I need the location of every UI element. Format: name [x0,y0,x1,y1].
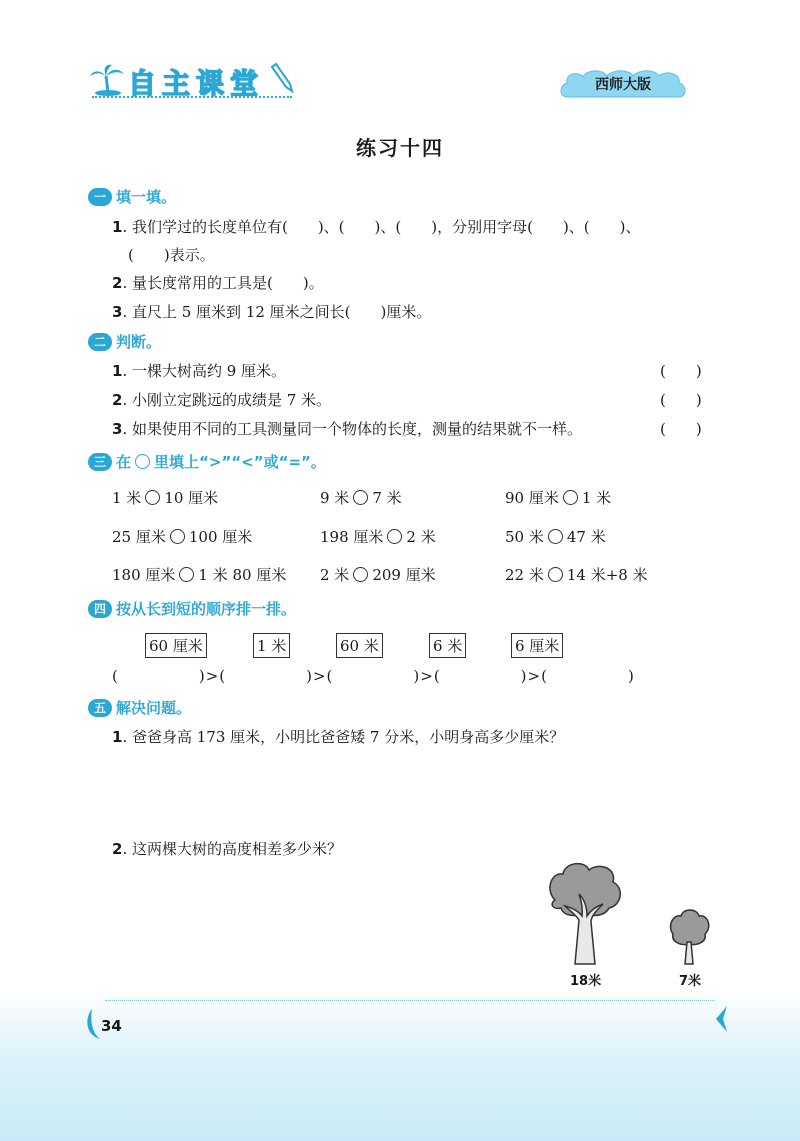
question-text: . 量长度常用的工具是( )。 [122,274,324,292]
fill-question-1 [112,216,641,237]
compare-item: 2 米 209 厘米 [320,566,436,584]
question-text: ( )表示。 [128,246,215,264]
compare-circle[interactable] [353,490,368,505]
answer-blank[interactable]: ( ) [660,420,702,438]
section-number: 一 [88,188,112,206]
problem-1 [112,726,564,747]
pencil-icon [270,60,298,94]
length-box: 6 厘米 [511,633,563,658]
section-number: 二 [88,333,112,351]
compare-circle[interactable] [353,567,368,582]
section-heading-text: 解决问题。 [116,699,192,717]
section-heading-text: 判断。 [116,333,162,351]
judge-question-2 [112,389,331,410]
question-number: 3 [112,303,123,321]
question-number: 1 [112,728,123,746]
question-number: 1 [112,218,123,236]
section-heading-3 [88,451,326,472]
compare-item: 90 厘米 1 米 [505,489,612,507]
compare-item: 50 米 47 米 [505,528,606,546]
section-heading-text: 在 [116,453,132,471]
section-heading-text: 按从长到短的顺序排一排。 [116,600,297,618]
fill-question-2 [112,272,324,293]
question-text: . 小刚立定跳远的成绩是 7 米。 [122,391,332,409]
compare-circle[interactable] [145,490,160,505]
compare-circle[interactable] [179,567,194,582]
brand-title: 自主课堂 [128,67,265,100]
section-heading-2 [88,331,161,352]
length-box: 6 米 [429,633,466,658]
judge-question-1 [112,360,286,381]
big-tree-icon [545,860,625,970]
page-number: 34 [101,1017,122,1035]
length-box: 1 米 [253,633,290,658]
compare-circle[interactable] [387,529,402,544]
compare-item: 180 厘米 1 米 80 厘米 [112,566,287,584]
compare-item: 1 米 10 厘米 [112,489,219,507]
question-number: 1 [112,362,123,380]
section-heading-text: 里填上“>”“<”或“=”。 [154,453,326,471]
question-number: 2 [112,274,123,292]
header-divider [92,96,292,98]
length-box: 60 厘米 [145,633,207,658]
question-text: . 直尺上 5 厘米到 12 厘米之间长( )厘米。 [122,303,432,321]
question-text: . 如果使用不同的工具测量同一个物体的长度，测量的结果就不一样。 [122,420,582,438]
section-heading-5 [88,697,191,718]
big-tree-label: 18米 [570,974,602,989]
small-tree-label: 7米 [679,974,702,989]
compare-circle[interactable] [563,490,578,505]
answer-blank[interactable]: ( ) [660,362,702,380]
section-heading-1 [88,186,176,207]
judge-question-3 [112,418,582,439]
fill-question-1-cont [128,244,215,265]
compare-item: 198 厘米 2 米 [320,528,436,546]
problem-2 [112,838,342,859]
compare-circle[interactable] [548,567,563,582]
compare-item: 9 米 7 米 [320,489,402,507]
page-title: 练习十四 [356,136,444,160]
question-number: 2 [112,391,123,409]
section-heading-text: 填一填。 [116,188,177,206]
footer-divider [105,1000,715,1001]
edition-label: 西师大版 [595,77,651,93]
next-arrow-icon [712,1004,730,1034]
question-number: 2 [112,840,123,858]
question-text: . 我们学过的长度单位有( )、( )、( )，分别用字母( )、( )、 [122,218,641,236]
compare-item: 25 厘米 100 厘米 [112,528,253,546]
section-number: 三 [88,453,112,471]
question-text: . 一棵大树高约 9 厘米。 [122,362,287,380]
small-tree-icon [667,908,711,966]
compare-circle[interactable] [548,529,563,544]
order-answer-blanks[interactable]: ( )>( )>( )>( )>( ) [112,667,635,685]
section-heading-4 [88,598,296,619]
length-box: 60 米 [336,633,383,658]
section-number: 四 [88,600,112,618]
section-number: 五 [88,699,112,717]
compare-item: 22 米 14 米+8 米 [505,566,648,584]
question-number: 3 [112,420,123,438]
circle-blank-icon [135,454,150,469]
question-text: . 这两棵大树的高度相差多少米？ [122,840,342,858]
answer-blank[interactable]: ( ) [660,391,702,409]
question-text: . 爸爸身高 173 厘米，小明比爸爸矮 7 分米，小明身高多少厘米？ [122,728,565,746]
palm-tree-logo-icon [88,62,128,98]
compare-circle[interactable] [170,529,185,544]
fill-question-3 [112,301,431,322]
